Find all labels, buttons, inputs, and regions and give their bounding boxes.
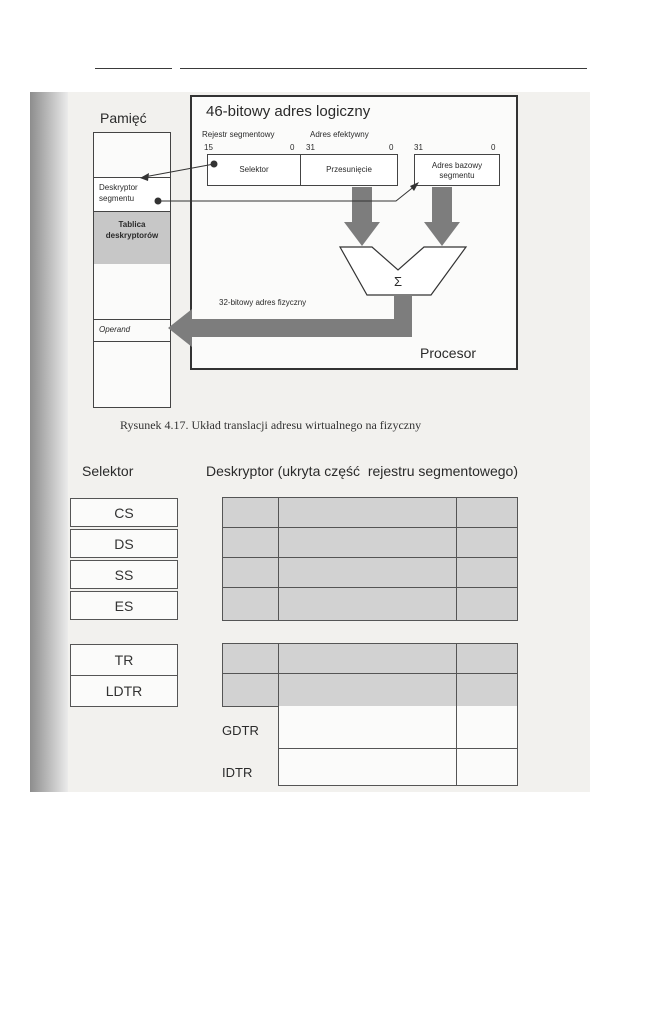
descriptor-cell xyxy=(456,643,518,674)
idtr-label: IDTR xyxy=(222,765,253,780)
descriptor-cell xyxy=(222,643,279,674)
descriptor-cell xyxy=(278,497,457,528)
offset-to-adder-arrow xyxy=(344,187,380,246)
gdtr-limit-cell xyxy=(456,706,518,749)
descriptor-cell xyxy=(222,587,279,621)
figure-caption: Rysunek 4.17. Układ translacji adresu wirtualnego na fizyczny xyxy=(120,418,422,432)
descriptor-to-base-arrowhead xyxy=(410,182,419,191)
descriptor-cell xyxy=(278,673,457,707)
effective-address-caption: Adres efektywny xyxy=(310,130,369,139)
bit-15-label: 15 xyxy=(204,143,213,152)
gdtr-label: GDTR xyxy=(222,723,259,738)
selector-cell-tr xyxy=(70,644,178,676)
register-name: ES xyxy=(114,598,134,614)
register-name: TR xyxy=(114,652,134,668)
bit-0-label-b: 0 xyxy=(389,143,394,152)
descriptor-cell xyxy=(456,673,518,707)
bit-31-label-b: 31 xyxy=(414,143,423,152)
selector-to-descriptor-line xyxy=(144,164,214,177)
descriptor-cell xyxy=(456,497,518,528)
descriptor-cell xyxy=(278,557,457,588)
descriptor-cell xyxy=(222,497,279,528)
register-name: SS xyxy=(114,567,134,583)
descriptor-table-label: Tablica deskryptorów xyxy=(105,220,159,240)
offset-register-label: Przesunięcie xyxy=(326,165,372,174)
selector-cell-es xyxy=(70,591,178,620)
selector-column-heading: Selektor xyxy=(82,463,134,479)
gdtr-base-cell xyxy=(278,706,457,749)
selector-register-label: Selektor xyxy=(239,165,269,174)
descriptor-cell xyxy=(456,557,518,588)
logical-address-title: 46-bitowy adres logiczny xyxy=(206,103,371,120)
idtr-base-cell xyxy=(278,748,457,786)
register-name: DS xyxy=(114,536,134,552)
bit-31-label-a: 31 xyxy=(306,143,315,152)
processor-label: Procesor xyxy=(420,345,477,361)
register-name: CS xyxy=(114,505,134,521)
figure-arrows-layer xyxy=(0,0,667,420)
sum-symbol: Σ xyxy=(394,274,403,289)
bit-0-label-c: 0 xyxy=(491,143,496,152)
base-to-adder-arrow xyxy=(424,187,460,246)
descriptor-cell xyxy=(456,587,518,621)
selector-cell-ds xyxy=(70,529,178,558)
descriptor-cell xyxy=(278,527,457,558)
segment-register-caption: Rejestr segmentowy xyxy=(202,130,275,139)
descriptor-cell xyxy=(456,527,518,558)
descriptor-to-base-line xyxy=(158,185,416,201)
selector-cell-cs xyxy=(70,498,178,527)
descriptor-cell xyxy=(278,643,457,674)
physical-address-arrow xyxy=(168,296,412,347)
selector-cell-ss xyxy=(70,560,178,589)
memory-title: Pamięć xyxy=(100,110,147,126)
adder-shape xyxy=(340,247,466,295)
descriptor-cell xyxy=(222,557,279,588)
selector-cell-ldtr xyxy=(70,675,178,707)
descriptor-column-heading: Deskryptor (ukryta część rejestru segmentowego) xyxy=(206,463,518,479)
descriptor-cell xyxy=(222,527,279,558)
selector-to-descriptor-arrowhead xyxy=(140,173,149,181)
memory-descriptor-label: Deskryptor segmentu xyxy=(99,183,138,203)
physical-address-caption: 32-bitowy adres fizyczny xyxy=(219,298,307,307)
descriptor-cell xyxy=(278,587,457,621)
operand-label: Operand xyxy=(99,325,131,334)
descriptor-cell xyxy=(222,673,279,707)
register-name: LDTR xyxy=(105,683,143,699)
idtr-limit-cell xyxy=(456,748,518,786)
base-address-label: Adres bazowy segmentu xyxy=(431,161,483,180)
bit-0-label-a: 0 xyxy=(290,143,295,152)
